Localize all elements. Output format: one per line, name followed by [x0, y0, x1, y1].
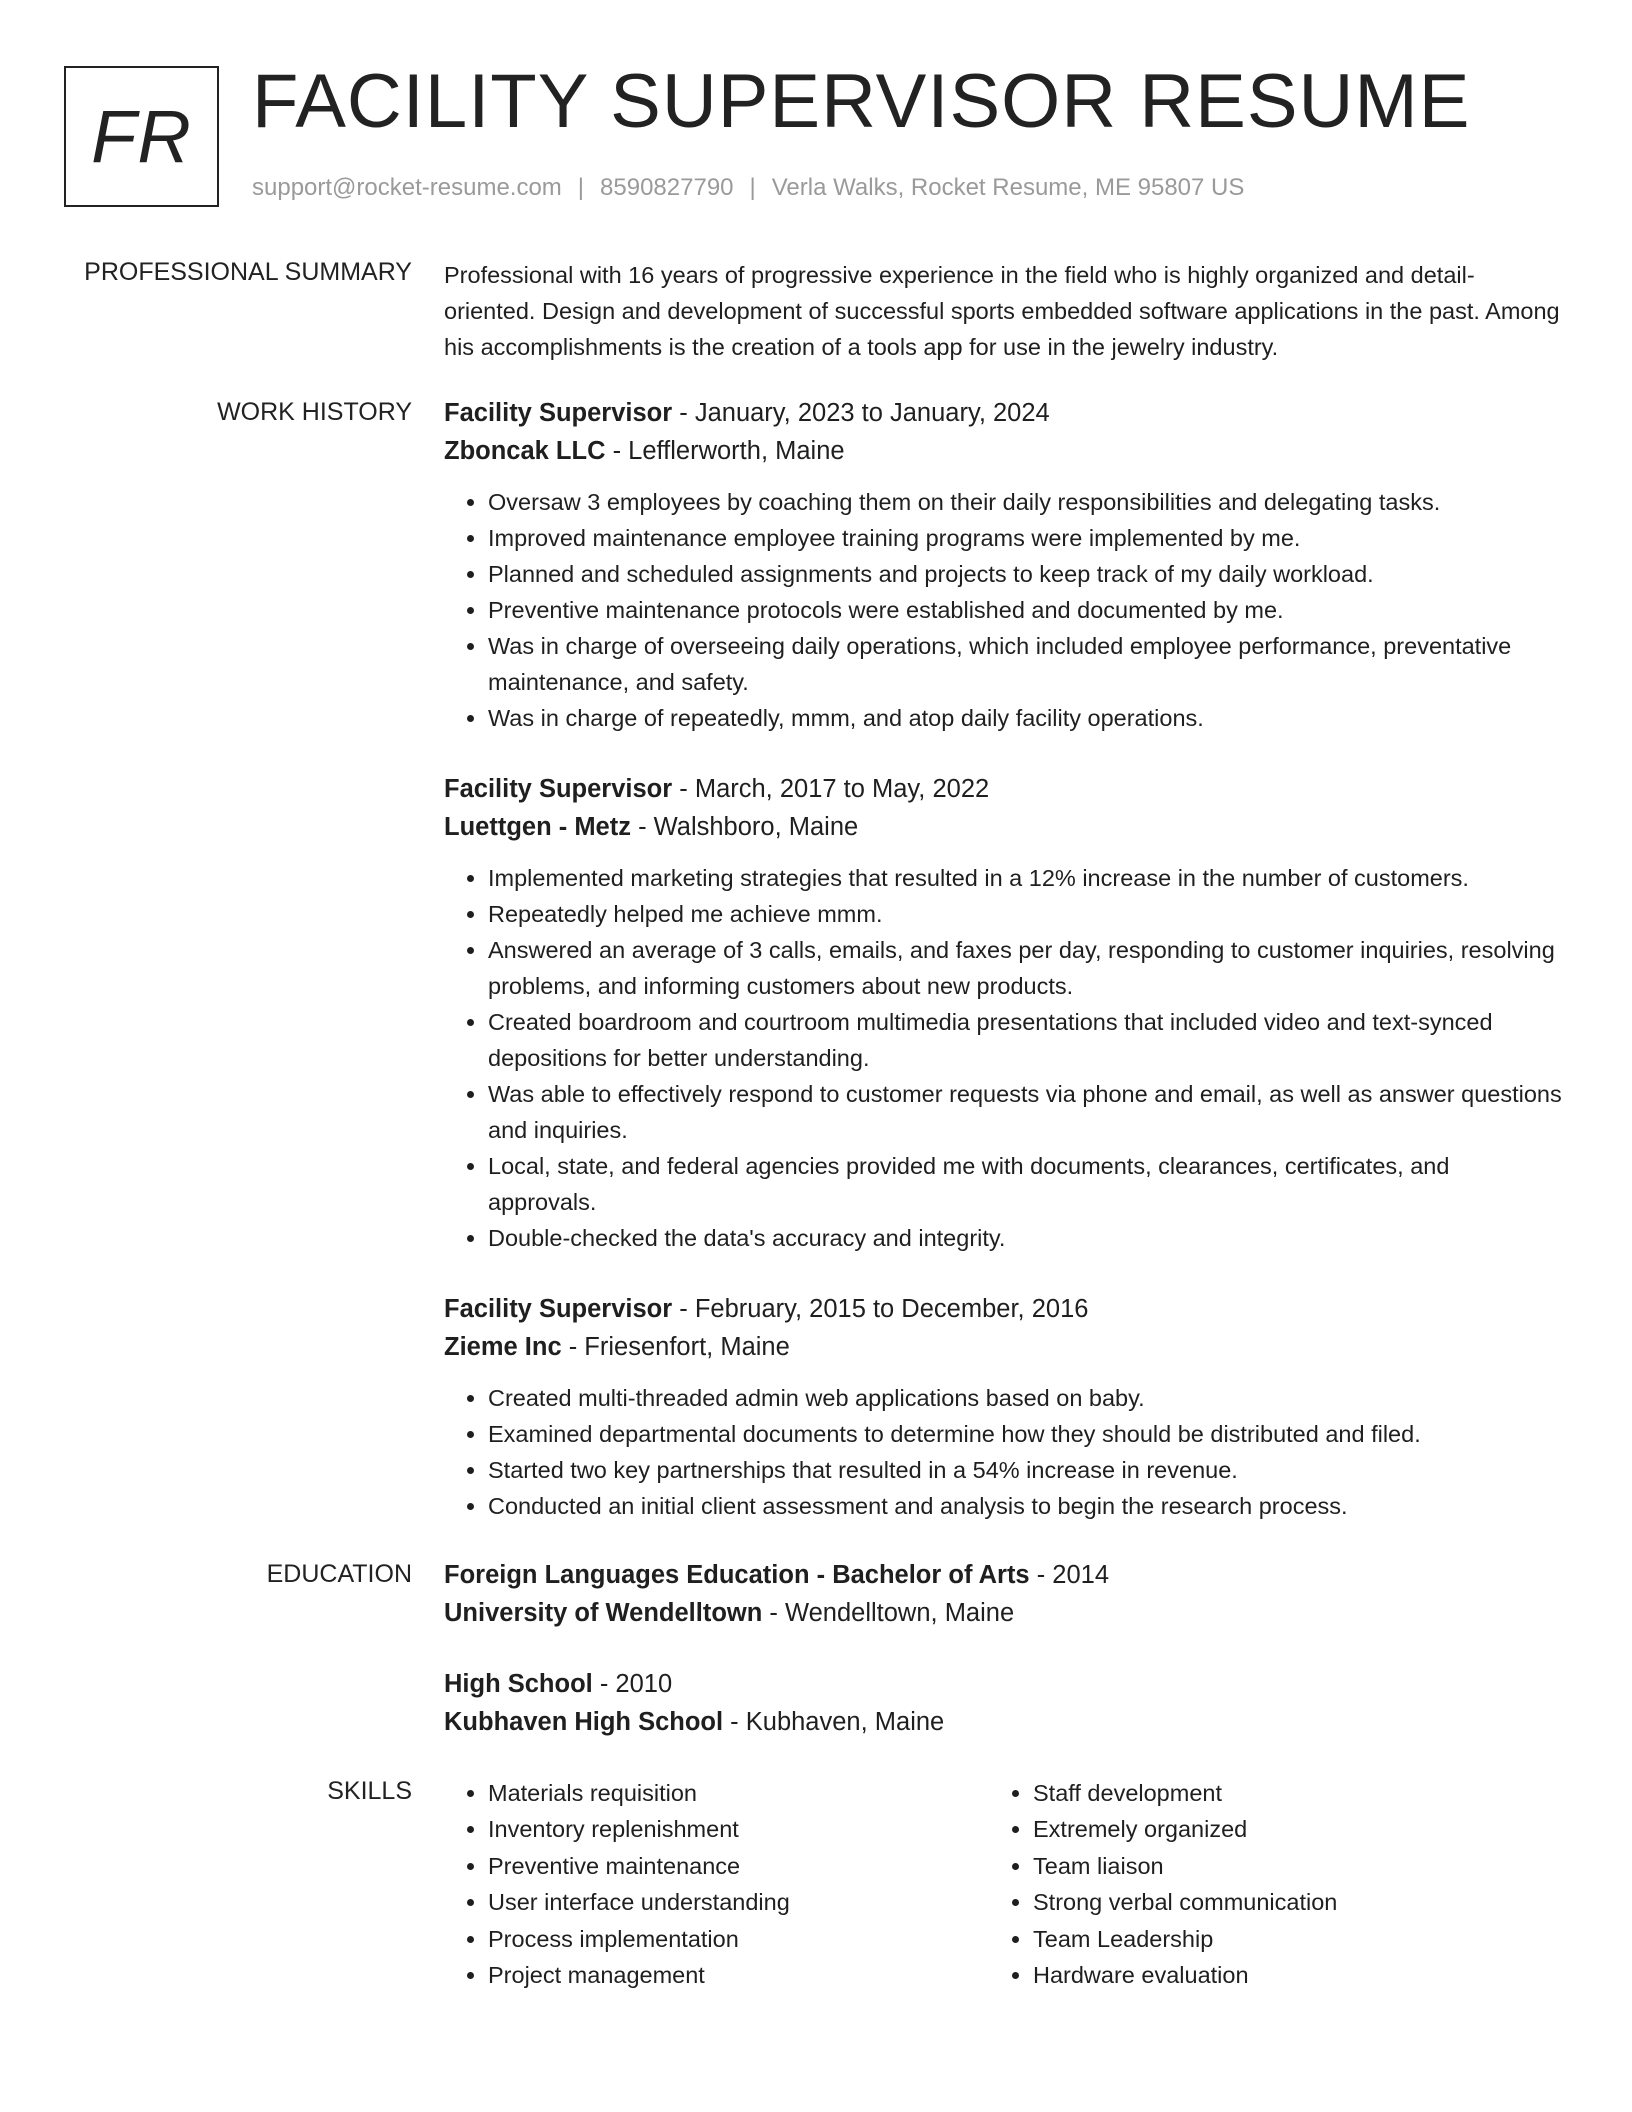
monogram-initials: FR: [91, 95, 192, 178]
job-bullet: • Was in charge of overseeing daily operations, which included employee performance, preventative maintenance, and safety.: [488, 628, 1564, 700]
education-location: - Wendelltown, Maine: [762, 1599, 1015, 1627]
skill-item: • Strong verbal communication: [1033, 1884, 1534, 1920]
education-degree-line: [444, 1665, 1564, 1703]
job-bullet: • Double-checked the data's accuracy and integrity.: [488, 1220, 1564, 1256]
education-degree-line: [444, 1556, 1564, 1594]
job-bullets: [444, 860, 1564, 1256]
job-company: Luettgen - Metz: [444, 813, 631, 841]
job-title: Facility Supervisor: [444, 775, 673, 803]
section-label-summary: PROFESSIONAL SUMMARY: [84, 258, 412, 286]
education-entry: [444, 1665, 1564, 1741]
skill-item: • Staff development: [1033, 1775, 1534, 1811]
contact-phone: 8590827790: [600, 174, 734, 201]
summary-text: Professional with 16 years of progressive experience in the field who is highly organized and detail-oriented. Design and development of successful sports embedded software applications in the past. Among his accomplishments is the creation of a tools app for use in the jewelry industry.: [444, 262, 1560, 360]
job-dates: - February, 2015 to December, 2016: [672, 1295, 1089, 1323]
job-bullet: • Improved maintenance employee training programs were implemented by me.: [488, 520, 1564, 556]
skills-columns: [444, 1775, 1564, 1993]
education-year: - 2014: [1029, 1561, 1110, 1589]
skill-item: • User interface understanding: [488, 1884, 989, 1920]
job-bullets: [444, 484, 1564, 736]
section-label-skills: SKILLS: [327, 1777, 412, 1805]
section-label-education: EDUCATION: [266, 1560, 412, 1588]
job-bullet: • Examined departmental documents to determine how they should be distributed and filed.: [488, 1416, 1564, 1452]
job-entry: [444, 394, 1564, 736]
skill-item: • Team liaison: [1033, 1848, 1534, 1884]
skill-item: • Preventive maintenance: [488, 1848, 989, 1884]
skill-item: • Materials requisition: [488, 1775, 989, 1811]
contact-email: support@rocket-resume.com: [252, 174, 562, 201]
skills-list: [444, 1775, 989, 1993]
job-title: Facility Supervisor: [444, 399, 673, 427]
job-bullet: • Preventive maintenance protocols were established and documented by me.: [488, 592, 1564, 628]
education-entry: [444, 1556, 1564, 1632]
job-title-line: [444, 1290, 1564, 1328]
education-degree: Foreign Languages Education - Bachelor of Arts: [444, 1561, 1030, 1589]
summary-section: [444, 257, 1564, 365]
contact-line: [252, 174, 1244, 202]
job-bullet: • Created boardroom and courtroom multimedia presentations that included video and text-synced depositions for better understanding.: [488, 1004, 1564, 1076]
skill-item: • Team Leadership: [1033, 1921, 1534, 1957]
job-entry: [444, 770, 1564, 1256]
job-location: - Lefflerworth, Maine: [605, 437, 845, 465]
education-school-line: [444, 1594, 1564, 1632]
job-bullet: • Local, state, and federal agencies provided me with documents, clearances, certificates, and approvals.: [488, 1148, 1564, 1220]
job-company: Zboncak LLC: [444, 437, 606, 465]
job-title: Facility Supervisor: [444, 1295, 673, 1323]
job-dates: - January, 2023 to January, 2024: [672, 399, 1050, 427]
education-school: Kubhaven High School: [444, 1708, 724, 1736]
job-location: - Walshboro, Maine: [630, 813, 859, 841]
monogram-box: [64, 66, 219, 207]
job-bullets: [444, 1380, 1564, 1524]
job-location: - Friesenfort, Maine: [561, 1333, 790, 1361]
job-bullet: • Implemented marketing strategies that resulted in a 12% increase in the number of customers.: [488, 860, 1564, 896]
contact-address: Verla Walks, Rocket Resume, ME 95807 US: [771, 174, 1245, 201]
job-bullet: • Oversaw 3 employees by coaching them on their daily responsibilities and delegating tasks.: [488, 484, 1564, 520]
skills-section: [444, 1775, 1564, 1993]
education-school-line: [444, 1703, 1564, 1741]
education-year: - 2010: [592, 1670, 673, 1698]
job-title-line: [444, 770, 1564, 808]
skills-column-left: [444, 1775, 989, 1993]
contact-separator: |: [749, 174, 756, 201]
job-entry: [444, 1290, 1564, 1524]
education-degree: High School: [444, 1670, 593, 1698]
skills-list: [989, 1775, 1534, 1993]
job-company-line: [444, 808, 1564, 846]
job-company-line: [444, 432, 1564, 470]
resume-title: FACILITY SUPERVISOR RESUME: [252, 59, 1471, 144]
job-title-line: [444, 394, 1564, 432]
skills-column-right: [989, 1775, 1534, 1993]
job-bullet: • Was able to effectively respond to customer requests via phone and email, as well as answer questions and inquiries.: [488, 1076, 1564, 1148]
job-bullet: • Planned and scheduled assignments and projects to keep track of my daily workload.: [488, 556, 1564, 592]
job-bullet: • Conducted an initial client assessment and analysis to begin the research process.: [488, 1488, 1564, 1524]
skill-item: • Extremely organized: [1033, 1811, 1534, 1847]
section-label-work: WORK HISTORY: [217, 398, 412, 426]
job-bullet: • Repeatedly helped me achieve mmm.: [488, 896, 1564, 932]
job-company-line: [444, 1328, 1564, 1366]
job-dates: - March, 2017 to May, 2022: [672, 775, 990, 803]
job-bullet: • Answered an average of 3 calls, emails, and faxes per day, responding to customer inquiries, resolving problems, and informing customers about new products.: [488, 932, 1564, 1004]
skill-item: • Process implementation: [488, 1921, 989, 1957]
education-school: University of Wendelltown: [444, 1599, 763, 1627]
education-location: - Kubhaven, Maine: [723, 1708, 945, 1736]
job-bullet: • Was in charge of repeatedly, mmm, and atop daily facility operations.: [488, 700, 1564, 736]
skill-item: • Hardware evaluation: [1033, 1957, 1534, 1993]
skill-item: • Project management: [488, 1957, 989, 1993]
job-company: Zieme Inc: [444, 1333, 562, 1361]
job-bullet: • Started two key partnerships that resulted in a 54% increase in revenue.: [488, 1452, 1564, 1488]
contact-separator: |: [577, 174, 585, 201]
job-bullet: • Created multi-threaded admin web applications based on baby.: [488, 1380, 1564, 1416]
skill-item: • Inventory replenishment: [488, 1811, 989, 1847]
